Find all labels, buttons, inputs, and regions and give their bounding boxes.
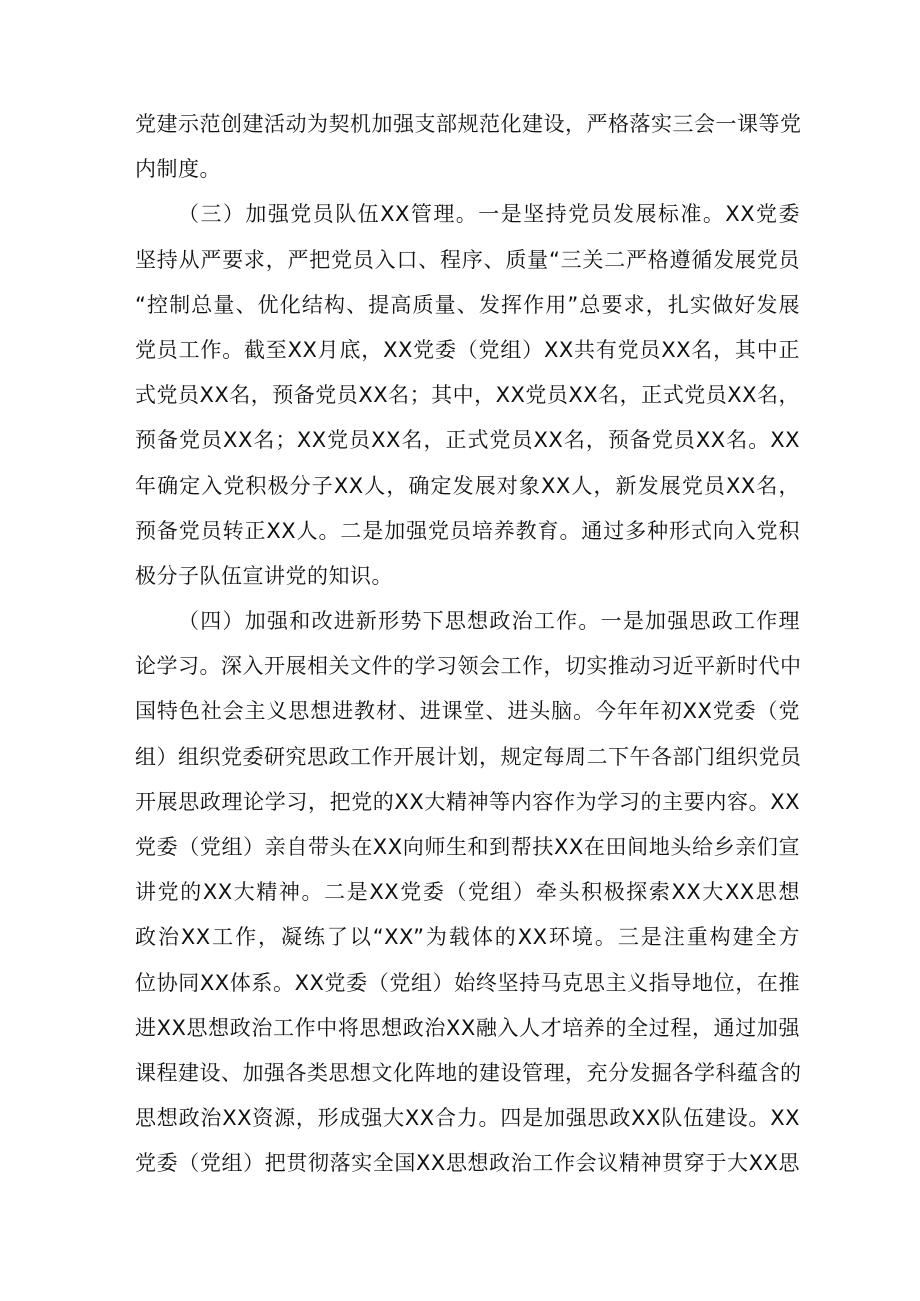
text-line: 坚持从严要求，严把党员入口、程序、质量“三关二严格遵循发展党员 (135, 247, 800, 272)
text-line: 国特色社会主义思想进教材、进课堂、进头脑。今年年初XX党委（党 (135, 699, 800, 724)
text-line: 党建示范创建活动为契机加强支部规范化建设，严格落实三会一课等党 (135, 112, 802, 136)
text-line: 课程建设、加强各类思想文化阵地的建设管理，充分发掘各学科蕴含的 (135, 1060, 802, 1085)
text-line: 党员工作。截至XX月底，XX党委（党组）XX共有党员XX名，其中正 (135, 337, 800, 362)
text-line: 预备党员XX名；XX党员XX名，正式党员XX名，预备党员XX名。XX (135, 428, 800, 453)
text-line: 年确定入党积极分子XX人，确定发展对象XX人，新发展党员XX名， (135, 473, 800, 498)
text-line: 极分子队伍宣讲党的知识。 (135, 563, 393, 588)
text-line: 讲党的XX大精神。二是XX党委（党组）牵头积极探索XX大XX思想 (135, 880, 800, 905)
text-line: 进XX思想政治工作中将思想政治XX融入人才培养的全过程，通过加强 (135, 1015, 800, 1040)
text-line: 组）组织党委研究思政工作开展计划，规定每周二下午各部门组织党员 (135, 744, 802, 769)
document-body (135, 102, 800, 1187)
text-line: 党委（党组）把贯彻落实全国XX思想政治工作会议精神贯穿于大XX思 (135, 1151, 800, 1176)
paragraph-first-line: （四）加强和改进新形势下思想政治工作。一是加强思政工作理 (178, 609, 800, 634)
text-line: 内制度。 (135, 157, 221, 182)
paragraph-first-line: （三）加强党员队伍XX管理。一是坚持党员发展标准。XX党委 (178, 202, 800, 227)
text-line: “控制总量、优化结构、提高质量、发挥作用”总要求，扎实做好发展 (135, 292, 800, 317)
text-line: 位协同XX体系。XX党委（党组）始终坚持马克思主义指导地位，在推 (135, 970, 800, 995)
text-line: 政治XX工作，凝练了以“XX”为载体的XX环境。三是注重构建全方 (135, 925, 800, 950)
text-line: 论学习。深入开展相关文件的学习领会工作，切实推动习近平新时代中 (135, 654, 802, 679)
text-line: 开展思政理论学习，把党的XX大精神等内容作为学习的主要内容。XX (135, 789, 800, 814)
text-line: 思想政治XX资源，形成强大XX合力。四是加强思政XX队伍建设。XX (135, 1106, 800, 1131)
text-line: 式党员XX名，预备党员XX名；其中，XX党员XX名，正式党员XX名， (135, 383, 800, 408)
text-line: 党委（党组）亲自带头在XX向师生和到帮扶XX在田间地头给乡亲们宣 (135, 835, 800, 859)
text-line: 预备党员转正XX人。二是加强党员培养教育。通过多种形式向入党积 (135, 518, 800, 543)
